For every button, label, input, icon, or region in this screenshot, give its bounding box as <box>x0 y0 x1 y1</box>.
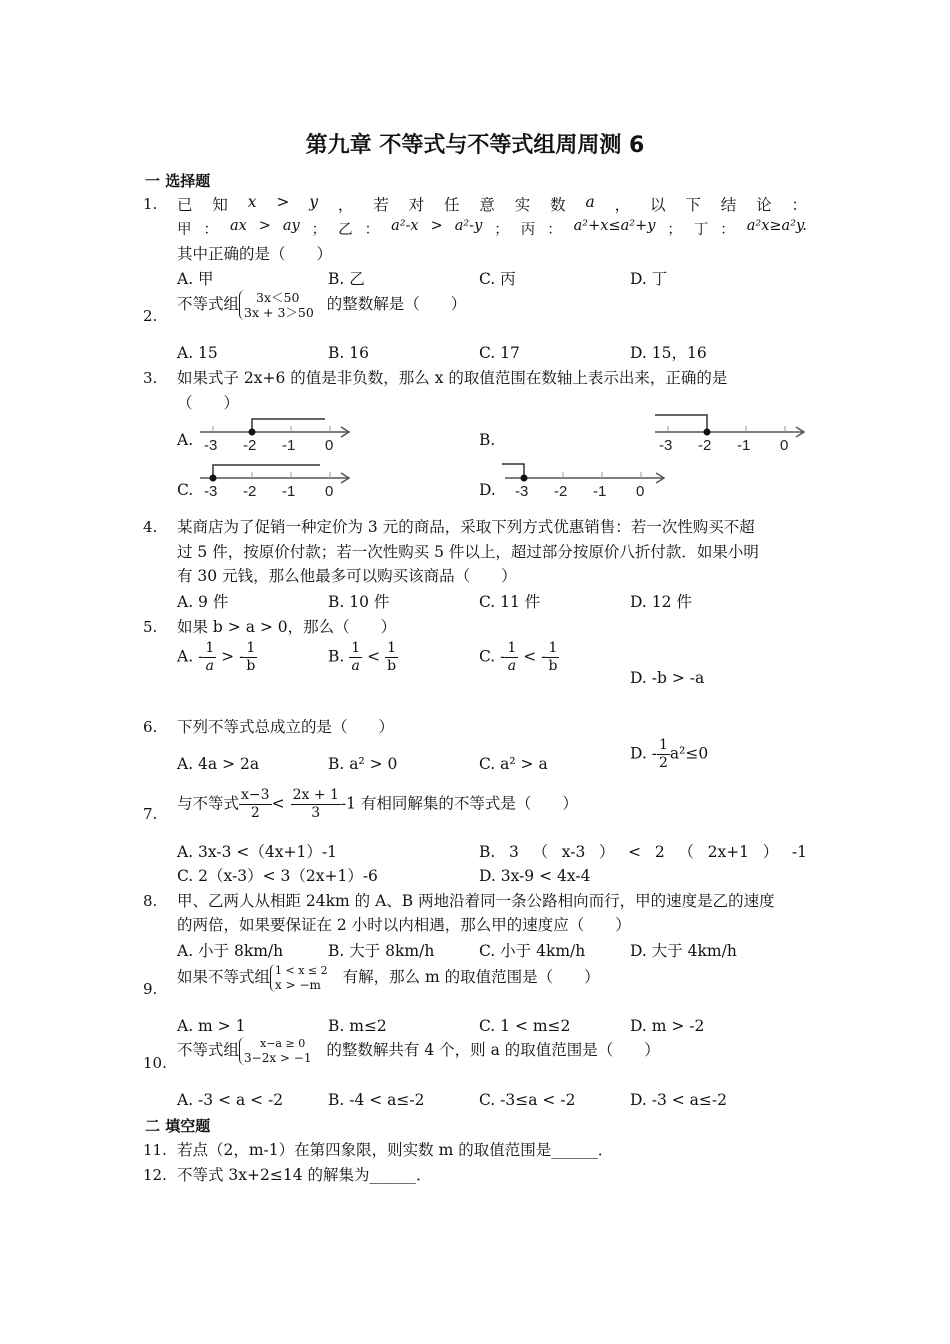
q3-numberline-a <box>195 412 355 456</box>
q10-stem: 不等式组 x−a ≥ 0 3−2x > −1 的整数解共有 4 个，则 a 的取值范围是（ ） <box>177 1037 660 1065</box>
q7-option-b[interactable]: B. 3 （ x-3 ） < 2 （ 2x+1 ） -1 <box>479 843 807 861</box>
q1-line3: 其中正确的是（ ） <box>177 245 333 263</box>
q2-option-d[interactable]: D. 15，16 <box>630 344 707 362</box>
svg-text:-3: -3 <box>204 437 218 454</box>
q7-number: 7. <box>143 805 158 823</box>
q6-option-d[interactable]: D. - $\frac{1}{2}$ a²≤0 <box>630 737 709 771</box>
q2-option-b[interactable]: B. 16 <box>328 344 369 362</box>
q7-option-c[interactable]: C. 2（x-3）< 3（2x+1）-6 <box>177 867 378 885</box>
q8-number: 8. <box>143 892 158 910</box>
q8-line2: 的两倍，如果要保证在 2 小时以内相遇，那么甲的速度应（ ） <box>177 916 631 934</box>
q8-option-a[interactable]: A. 小于 8km/h <box>177 942 284 960</box>
svg-text:-1: -1 <box>737 437 751 454</box>
q10-option-a[interactable]: A. -3 < a < -2 <box>177 1091 284 1109</box>
q7-stem: 与不等式 $\frac{x-3}{2}$ < $\frac{2x + 1}{3}$ -1 有相同解集的不等式是（ ） <box>177 787 578 821</box>
q10-option-b[interactable]: B. -4 < a≤-2 <box>328 1091 425 1109</box>
q3-option-d-label[interactable]: D. <box>479 481 496 499</box>
svg-text:-2: -2 <box>698 437 712 454</box>
q6-stem: 下列不等式总成立的是（ ） <box>177 718 395 736</box>
q8-option-c[interactable]: C. 小于 4km/h <box>479 942 586 960</box>
q2-option-c[interactable]: C. 17 <box>479 344 520 362</box>
q5-number: 5. <box>143 618 158 636</box>
svg-text:0: 0 <box>325 483 334 500</box>
svg-text:0: 0 <box>636 483 645 500</box>
q9-option-d[interactable]: D. m > -2 <box>630 1017 705 1035</box>
q1-option-d[interactable]: D. 丁 <box>630 270 668 288</box>
q3-option-c-label[interactable]: C. <box>177 481 194 499</box>
q3-option-a-label[interactable]: A. <box>177 431 194 449</box>
q7-option-d[interactable]: D. 3x-9 < 4x-4 <box>479 867 591 885</box>
q9-option-c[interactable]: C. 1 < m≤2 <box>479 1017 571 1035</box>
q5-option-a[interactable]: A. - $\frac{1}{a}$ > - $\frac{1}{b}$ <box>177 640 256 674</box>
q6-number: 6. <box>143 718 158 736</box>
svg-text:-1: -1 <box>282 437 296 454</box>
q2-stem: 不等式组 3x＜50 3x + 3＞50 的整数解是（ ） <box>177 290 467 320</box>
q2-number: 2. <box>143 307 158 325</box>
svg-text:-3: -3 <box>659 437 673 454</box>
q4-line2: 过 5 件，按原价付款；若一次性购买 5 件以上，超过部分按原价八折付款．如果小明 <box>177 543 759 561</box>
svg-text:-2: -2 <box>554 483 568 500</box>
section-fill-heading: 二 填空题 <box>145 1117 211 1135</box>
q9-option-b[interactable]: B. m≤2 <box>328 1017 387 1035</box>
q1-option-a[interactable]: A. 甲 <box>177 270 214 288</box>
svg-text:-3: -3 <box>515 483 529 500</box>
section-choice-heading: 一 选择题 <box>145 172 211 190</box>
q4-number: 4. <box>143 518 158 536</box>
q1-number: 1. <box>143 195 158 213</box>
q9-system: 1 < x ≤ 2 x > −m <box>270 964 328 992</box>
q6-option-a[interactable]: A. 4a > 2a <box>177 755 260 773</box>
q10-option-c[interactable]: C. -3≤a < -2 <box>479 1091 576 1109</box>
q8-option-b[interactable]: B. 大于 8km/h <box>328 942 435 960</box>
q1-line1: 已 知 x > y ， 若 对 任 意 实 数 a ， 以 下 结 论 ： <box>177 193 807 214</box>
q8-line1: 甲、乙两人从相距 24km 的 A、B 两地沿着同一条公路相向而行，甲的速度是乙的速度 <box>177 892 775 910</box>
q4-option-c[interactable]: C. 11 件 <box>479 593 541 611</box>
q9-stem: 如果不等式组 1 < x ≤ 2 x > −m 有解，那么 m 的取值范围是（ ） <box>177 964 600 992</box>
q5-option-c[interactable]: C. - $\frac{1}{a}$ < - $\frac{1}{b}$ <box>479 640 558 674</box>
q4-line1: 某商店为了促销一种定价为 3 元的商品，采取下列方式优惠销售：若一次性购买不超 <box>177 518 755 536</box>
q9-option-a[interactable]: A. m > 1 <box>177 1017 246 1035</box>
q5-stem: 如果 b > a > 0，那么（ ） <box>177 618 397 636</box>
svg-text:-2: -2 <box>243 483 257 500</box>
q5-option-d[interactable]: D. -b > -a <box>630 669 705 687</box>
q4-option-b[interactable]: B. 10 件 <box>328 593 390 611</box>
q12-number: 12. <box>143 1166 167 1184</box>
q3-option-b-label[interactable]: B. <box>479 431 496 449</box>
q1-option-b[interactable]: B. 乙 <box>328 270 365 288</box>
svg-text:-1: -1 <box>282 483 296 500</box>
svg-text:-1: -1 <box>593 483 607 500</box>
svg-text:-2: -2 <box>243 437 257 454</box>
q3-numberline-b <box>650 412 810 456</box>
svg-text:0: 0 <box>780 437 789 454</box>
q5-option-b[interactable]: B. $\frac{1}{a}$ < $\frac{1}{b}$ <box>328 640 397 674</box>
q10-system: x−a ≥ 0 3−2x > −1 <box>239 1037 311 1065</box>
q8-option-d[interactable]: D. 大于 4km/h <box>630 942 737 960</box>
q3-number: 3. <box>143 369 158 387</box>
q4-option-d[interactable]: D. 12 件 <box>630 593 692 611</box>
q11-text[interactable]: 若点（2，m-1）在第四象限，则实数 m 的取值范围是______． <box>177 1141 614 1159</box>
svg-text:0: 0 <box>325 437 334 454</box>
q7-option-a[interactable]: A. 3x-3 <（4x+1）-1 <box>177 843 337 861</box>
q4-line3: 有 30 元钱，那么他最多可以购买该商品（ ） <box>177 567 517 585</box>
q9-number: 9. <box>143 980 158 998</box>
q2-option-a[interactable]: A. 15 <box>177 344 218 362</box>
svg-text:-3: -3 <box>204 483 218 500</box>
q11-number: 11. <box>143 1141 167 1159</box>
q3-line1: 如果式子 2x+6 的值是非负数，那么 x 的取值范围在数轴上表示出来，正确的是 <box>177 369 728 387</box>
q1-line2: 甲 ： ax > ay ； 乙 ： a²-x > a²-y ； 丙 ： a²+x≤a²+y ； 丁 ： a²x≥a²y. <box>177 218 807 238</box>
q4-option-a[interactable]: A. 9 件 <box>177 593 229 611</box>
q2-system: 3x＜50 3x + 3＞50 <box>239 290 314 320</box>
q3-numberline-c <box>195 458 355 502</box>
q10-option-d[interactable]: D. -3 < a≤-2 <box>630 1091 727 1109</box>
q1-option-c[interactable]: C. 丙 <box>479 270 516 288</box>
page-title: 第九章 不等式与不等式组周周测 6 <box>305 133 645 158</box>
q3-line2: （ ） <box>177 394 240 412</box>
q6-option-c[interactable]: C. a² > a <box>479 755 548 773</box>
q10-number: 10. <box>143 1054 167 1072</box>
q12-text[interactable]: 不等式 3x+2≤14 的解集为______． <box>177 1166 432 1184</box>
q6-option-b[interactable]: B. a² > 0 <box>328 755 398 773</box>
q3-numberline-d <box>500 458 670 502</box>
